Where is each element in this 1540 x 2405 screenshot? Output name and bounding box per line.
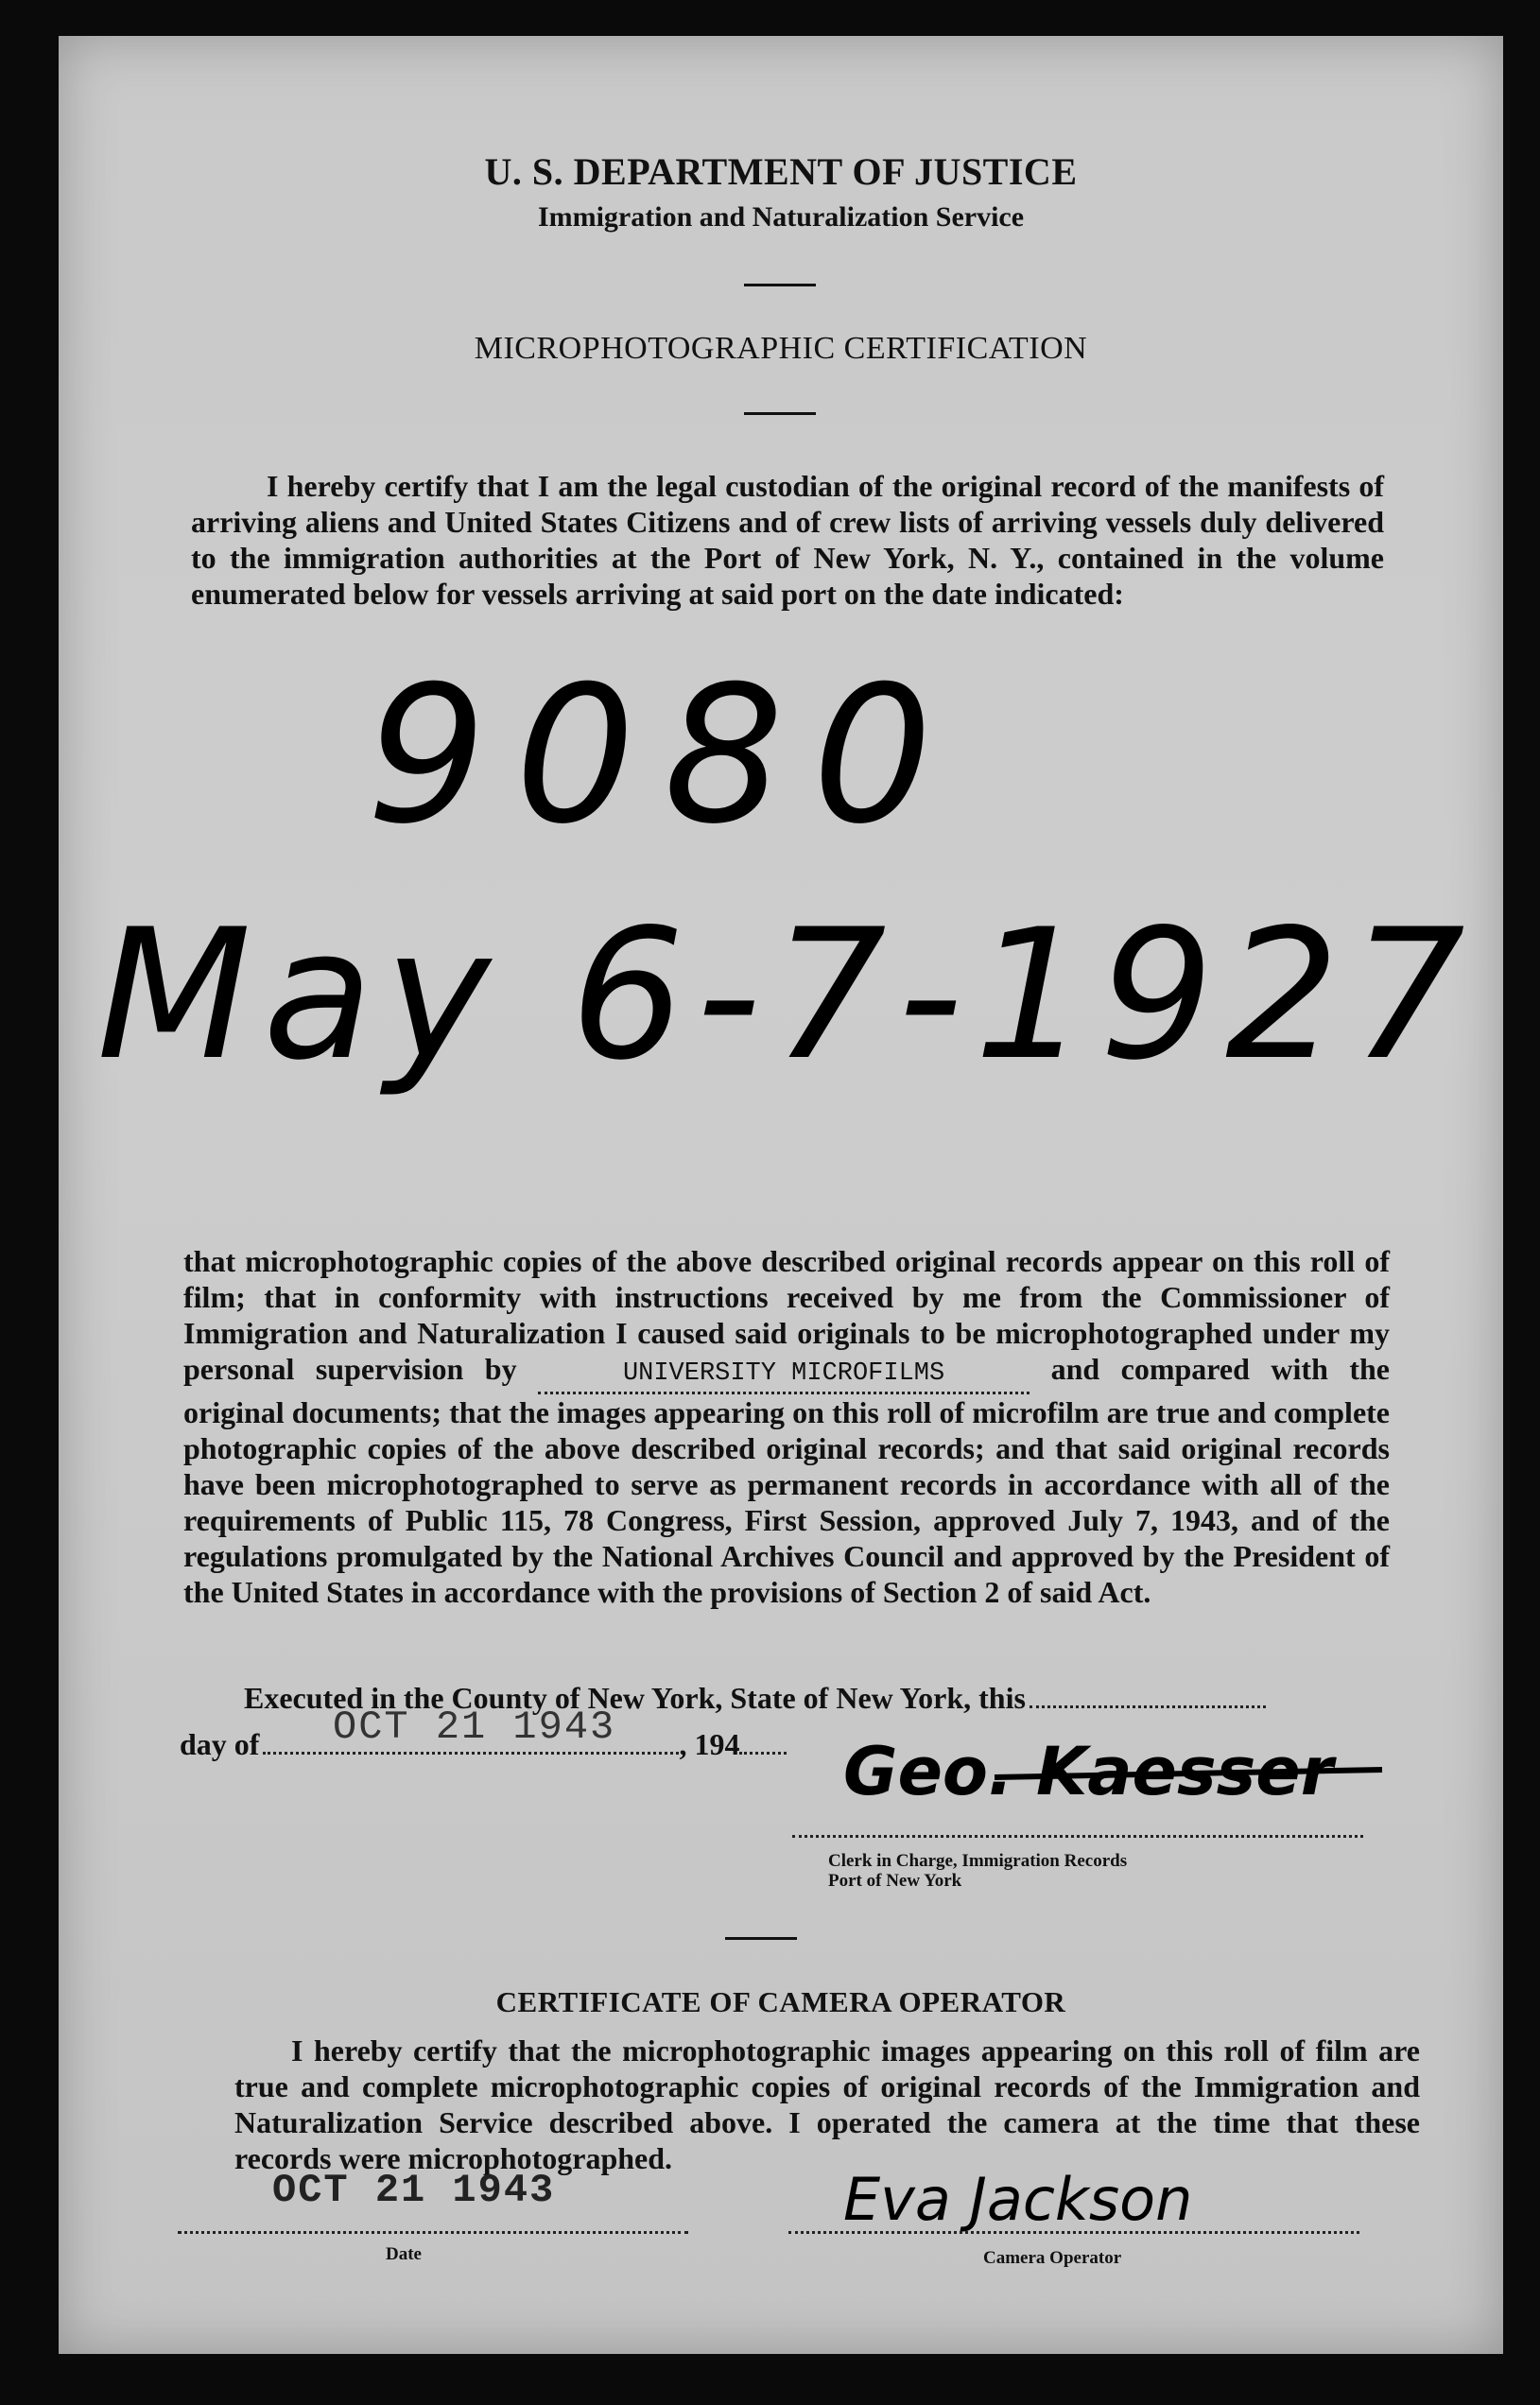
- divider: [744, 412, 816, 415]
- service-subheading: Immigration and Naturalization Service: [537, 201, 1025, 233]
- date-label: Date: [386, 2244, 422, 2264]
- executed-text: Executed in the County of New York, State of New York, this: [244, 1681, 1026, 1715]
- executed-day-field: [1030, 1705, 1266, 1708]
- operator-line: [788, 2231, 1359, 2234]
- year-label: , 194: [679, 1727, 740, 1761]
- operator-label: Camera Operator: [983, 2248, 1122, 2268]
- handwritten-entries: [59, 641, 1503, 1246]
- execution-stamp-date: OCT 21 1943: [333, 1704, 616, 1750]
- divider: [725, 1937, 797, 1940]
- custodian-paragraph: I hereby certify that I am the legal custodian of the original record of the manifests of arriving aliens and United States Citizens and of crew lists of arriving vessels duly delivered to the immigration authorities at the Port of New York, N. Y., contained in the volume enumerated below for vessels arriving at said port on the date indicated:: [191, 469, 1384, 611]
- certification-title: MICROPHOTOGRAPHIC CERTIFICATION: [474, 331, 1088, 366]
- clerk-title: [828, 1851, 1127, 1891]
- camera-paragraph: I hereby certify that the microphotographic images appearing on this roll of film are true and complete microphotographic copies of original records of the Immigration and Naturalization Service described above. I operated the camera at the time that these records were microphotographed.: [234, 2033, 1420, 2175]
- camera-certificate-title: CERTIFICATE OF CAMERA OPERATOR: [495, 1985, 1066, 2018]
- body-text-before: that microphotographic copies of the above described original records appear on this roll of film; that in conformity with instructions received by me from the Commissioner of Immigration and Naturalization I caused said originals to be microphotographed under my personal supervision by: [183, 1244, 1390, 1386]
- handwritten-date: May 6-7-1927: [96, 891, 1477, 1099]
- department-heading: U. S. DEPARTMENT OF JUSTICE: [484, 150, 1078, 193]
- clerk-signature: [824, 1719, 1410, 1832]
- clerk-title-line1: Clerk in Charge, Immigration Records: [828, 1851, 1128, 1871]
- camera-stamp-date: OCT 21 1943: [272, 2168, 556, 2213]
- body-paragraph: [183, 1243, 1390, 1610]
- company-typed: UNIVERSITY MICROFILMS: [622, 1359, 945, 1388]
- clerk-signature-line: [792, 1835, 1363, 1838]
- operator-signature: [824, 2154, 1354, 2248]
- handwritten-volume: 9080: [366, 646, 961, 866]
- year-field: [739, 1752, 787, 1755]
- clerk-title-line2: Port of New York: [828, 1871, 962, 1891]
- body-text-after: and compared with the original documents; that the images appearing on this roll of microfilm are true and complete photographic copies of the above described original records; and that said original records have been microphotographed to serve as permanent records in accordance with all of the requirements of Public 115, 78 Congress, First Session, approved July 7, 1943, and of the regulations promulgated by the National Archives Council and approved by the President of the United States in accordance with the provisions of Section 2 of said Act.: [183, 1352, 1390, 1609]
- date-line: [178, 2231, 688, 2234]
- day-of-label: day of: [180, 1727, 260, 1761]
- company-field: [538, 1351, 1030, 1394]
- certificate-page: [59, 36, 1503, 2354]
- day-of-field: [263, 1752, 679, 1755]
- clerk-signature-text: Geo. Kaesser: [843, 1733, 1334, 1810]
- divider: [744, 284, 816, 286]
- operator-signature-text: Eva Jackson: [843, 2165, 1193, 2234]
